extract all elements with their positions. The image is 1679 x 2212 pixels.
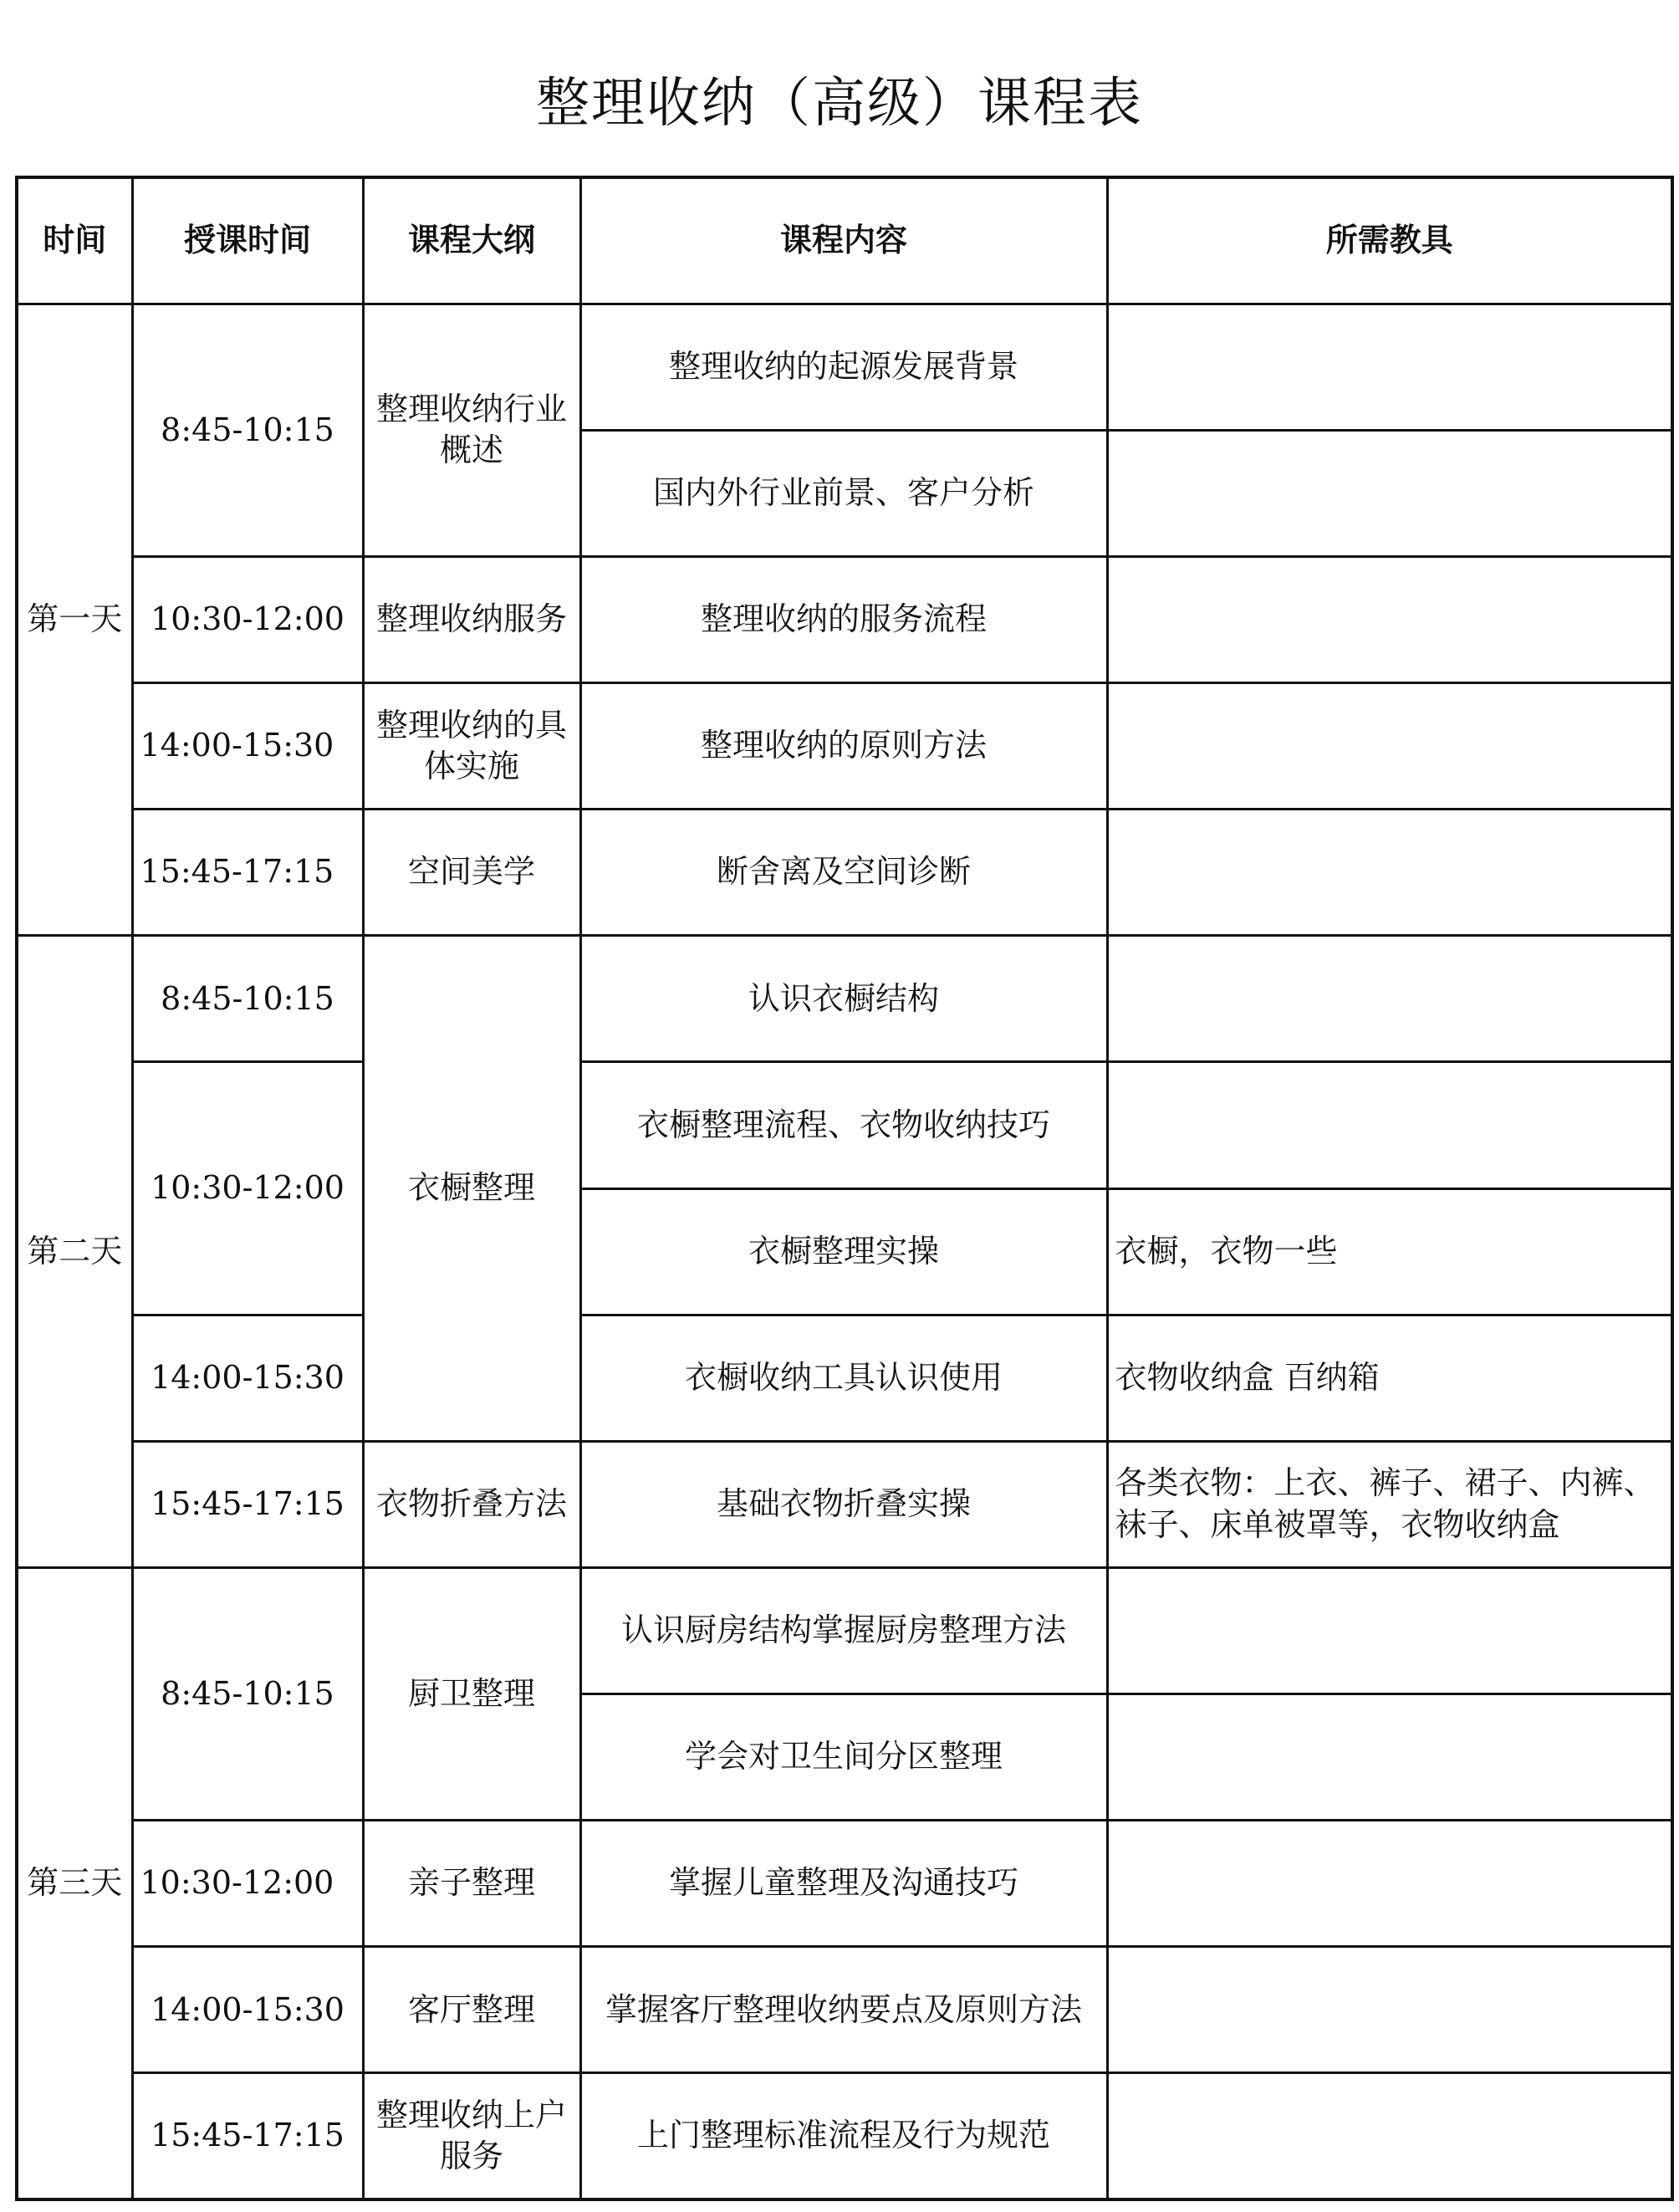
time-cell: 14:00-15:30	[132, 1315, 363, 1441]
content-cell: 国内外行业前景、客户分析	[580, 430, 1107, 556]
table-row	[17, 810, 1672, 936]
header-class-time: 授课时间	[132, 177, 363, 304]
content-cell: 掌握儿童整理及沟通技巧	[580, 1821, 1107, 1947]
page-title: 整理收纳（高级）课程表	[536, 73, 1143, 135]
outline-cell: 亲子整理	[363, 1821, 580, 1947]
header-day: 时间	[17, 177, 132, 304]
content-cell: 断舍离及空间诊断	[580, 810, 1107, 936]
table-row	[17, 2073, 1672, 2199]
content-cell: 衣橱整理实操	[580, 1188, 1107, 1315]
time-cell: 15:45-17:15	[132, 1441, 363, 1567]
outline-cell: 整理收纳的具体实施	[363, 683, 580, 810]
content-cell: 上门整理标准流程及行为规范	[580, 2073, 1107, 2199]
outline-cell: 客厅整理	[363, 1947, 580, 2073]
outline-cell: 整理收纳上户服务	[363, 2073, 580, 2199]
tools-cell	[1107, 810, 1672, 936]
outline-cell: 空间美学	[363, 810, 580, 936]
time-cell: 14:00-15:30	[132, 1947, 363, 2073]
outline-cell: 整理收纳服务	[363, 556, 580, 682]
table-row	[17, 1062, 1672, 1188]
outline-cell: 衣物折叠方法	[363, 1441, 580, 1567]
content-cell: 整理收纳的原则方法	[580, 683, 1107, 810]
table-row	[17, 556, 1672, 682]
content-cell: 衣橱整理流程、衣物收纳技巧	[580, 1062, 1107, 1188]
table-row	[17, 1315, 1672, 1441]
day-cell: 第二天	[17, 936, 132, 1568]
content-cell: 学会对卫生间分区整理	[580, 1694, 1107, 1821]
outline-cell: 衣橱整理	[363, 936, 580, 1442]
tools-cell	[1107, 430, 1672, 556]
header-tools: 所需教具	[1107, 177, 1672, 304]
header-outline: 课程大纲	[363, 177, 580, 304]
time-cell: 10:30-12:00	[132, 556, 363, 682]
tools-cell	[1107, 304, 1672, 430]
day-cell: 第三天	[17, 1567, 132, 2199]
content-cell: 认识衣橱结构	[580, 936, 1107, 1062]
content-cell: 整理收纳的起源发展背景	[580, 304, 1107, 430]
table-row	[17, 683, 1672, 810]
content-cell: 认识厨房结构掌握厨房整理方法	[580, 1567, 1107, 1693]
table-row	[17, 1947, 1672, 2073]
table-header-row	[17, 177, 1672, 304]
time-cell: 15:45-17:15	[132, 2073, 363, 2199]
tools-cell	[1107, 936, 1672, 1062]
tools-cell: 衣物收纳盒 百纳箱	[1107, 1315, 1672, 1441]
tools-cell: 衣橱，衣物一些	[1107, 1188, 1672, 1315]
time-cell: 8:45-10:15	[132, 1567, 363, 1820]
tools-cell	[1107, 556, 1672, 682]
time-cell: 10:30-12:00	[132, 1062, 363, 1315]
time-cell: 8:45-10:15	[132, 304, 363, 556]
table-row	[17, 936, 1672, 1062]
tools-cell	[1107, 1947, 1672, 2073]
outline-cell: 厨卫整理	[363, 1567, 580, 1820]
time-cell: 15:45-17:15	[132, 810, 363, 936]
tools-cell	[1107, 1821, 1672, 1947]
table-row	[17, 1441, 1672, 1567]
time-cell: 14:00-15:30	[132, 683, 363, 810]
content-cell: 衣橱收纳工具认识使用	[580, 1315, 1107, 1441]
table-row	[17, 304, 1672, 430]
tools-cell	[1107, 1694, 1672, 1821]
tools-cell	[1107, 683, 1672, 810]
table-row	[17, 1567, 1672, 1693]
day-cell: 第一天	[17, 304, 132, 936]
content-cell: 基础衣物折叠实操	[580, 1441, 1107, 1567]
content-cell: 掌握客厅整理收纳要点及原则方法	[580, 1947, 1107, 2073]
content-cell: 整理收纳的服务流程	[580, 556, 1107, 682]
outline-cell: 整理收纳行业概述	[363, 304, 580, 556]
table-row	[17, 1821, 1672, 1947]
tools-cell	[1107, 1567, 1672, 1693]
time-cell: 10:30-12:00	[132, 1821, 363, 1947]
tools-cell	[1107, 1062, 1672, 1188]
tools-cell	[1107, 2073, 1672, 2199]
header-content: 课程内容	[580, 177, 1107, 304]
course-schedule-table	[15, 176, 1674, 2201]
tools-cell: 各类衣物：上衣、裤子、裙子、内裤、袜子、床单被罩等，衣物收纳盒	[1107, 1441, 1672, 1567]
time-cell: 8:45-10:15	[132, 936, 363, 1062]
